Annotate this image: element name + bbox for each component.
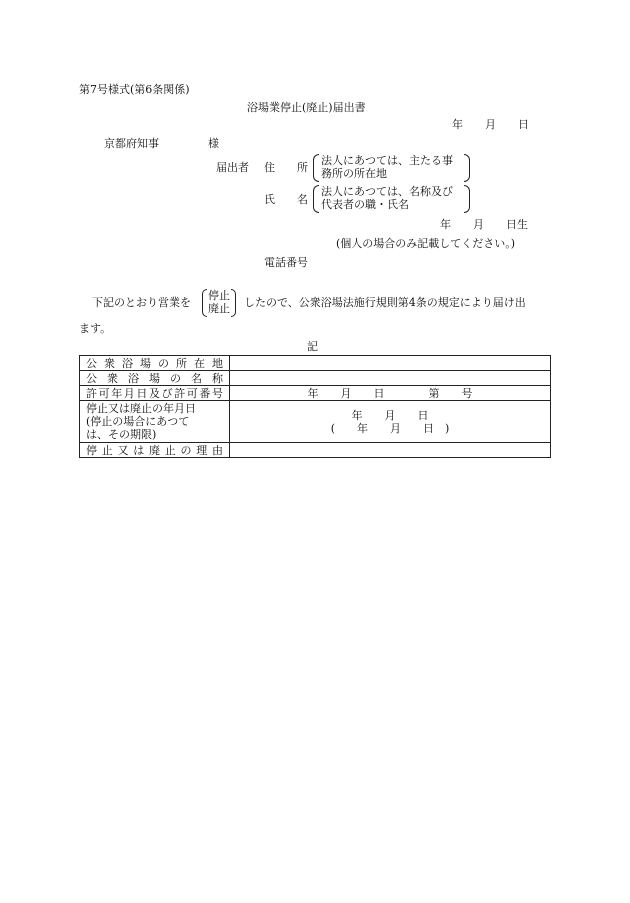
stop-date: 年 月 日 (351, 408, 429, 422)
table-row (80, 371, 551, 386)
body-suffix: したので、公衆浴場法施行規則第4条の規定により届け出 (244, 296, 526, 309)
address-note-line-1: 法人にあつては、主たる事 (321, 154, 453, 167)
permit-value[interactable]: 年 月 日 第 号 (230, 386, 551, 401)
table-row (80, 443, 551, 458)
details-table (79, 355, 551, 458)
table-row (80, 401, 551, 443)
stop-date-label-line-3: は、その期限) (86, 428, 157, 441)
name-bracket-left (313, 185, 319, 213)
name-note (321, 185, 453, 211)
permit-label: 許可年月日及び許可番号 (80, 386, 230, 401)
table-row (80, 386, 551, 401)
option-abolish: 廃止 (208, 302, 230, 315)
option-bracket-left (202, 289, 207, 317)
applicant-label: 届出者 (216, 161, 249, 174)
ki-heading: 記 (307, 340, 318, 353)
option-stop: 停止 (208, 289, 230, 302)
name-label: 氏 名 (264, 193, 308, 206)
name-bracket-right (464, 185, 470, 213)
stop-date-label-line-2: (停止の場合にあつて (86, 415, 190, 428)
stop-deadline: ( 年 月 日 ) (330, 421, 450, 435)
table-row (80, 356, 551, 371)
facility-name-value[interactable] (230, 371, 551, 386)
address-note-line-2: 務所の所在地 (321, 167, 387, 180)
stop-date-label (80, 401, 230, 443)
address-bracket-left (313, 154, 319, 182)
location-value[interactable] (230, 356, 551, 371)
birth-date: 年 月 日生 (440, 218, 528, 231)
facility-name-label: 公衆浴場の名称 (80, 371, 230, 386)
body-prefix: 下記のとおり営業を (92, 296, 191, 309)
name-note-line-2: 代表者の職・氏名 (321, 198, 409, 211)
individual-note: (個人の場合のみ記載してください。) (336, 237, 516, 250)
reason-label: 停止又は廃止の理由 (80, 443, 230, 458)
address-bracket-right (464, 154, 470, 182)
option-bracket-right (231, 289, 236, 317)
document-title: 浴場業停止(廃止)届出書 (247, 101, 366, 114)
stop-date-value[interactable] (230, 401, 551, 443)
location-label: 公衆浴場の所在地 (80, 356, 230, 371)
reason-value[interactable] (230, 443, 551, 458)
option-choices (208, 289, 230, 315)
form-number: 第7号様式(第6条関係) (79, 83, 190, 96)
phone-label: 電話番号 (264, 256, 308, 269)
honorific: 様 (208, 137, 219, 150)
address-note (321, 154, 453, 180)
address-label: 住 所 (264, 161, 308, 174)
name-note-line-1: 法人にあつては、名称及び (321, 185, 453, 198)
stop-date-label-line-1: 停止又は廃止の年月日 (86, 402, 196, 415)
submission-date: 年 月 日 (452, 118, 529, 131)
recipient: 京都府知事 (104, 137, 159, 150)
body-continuation: ます。 (79, 322, 112, 335)
